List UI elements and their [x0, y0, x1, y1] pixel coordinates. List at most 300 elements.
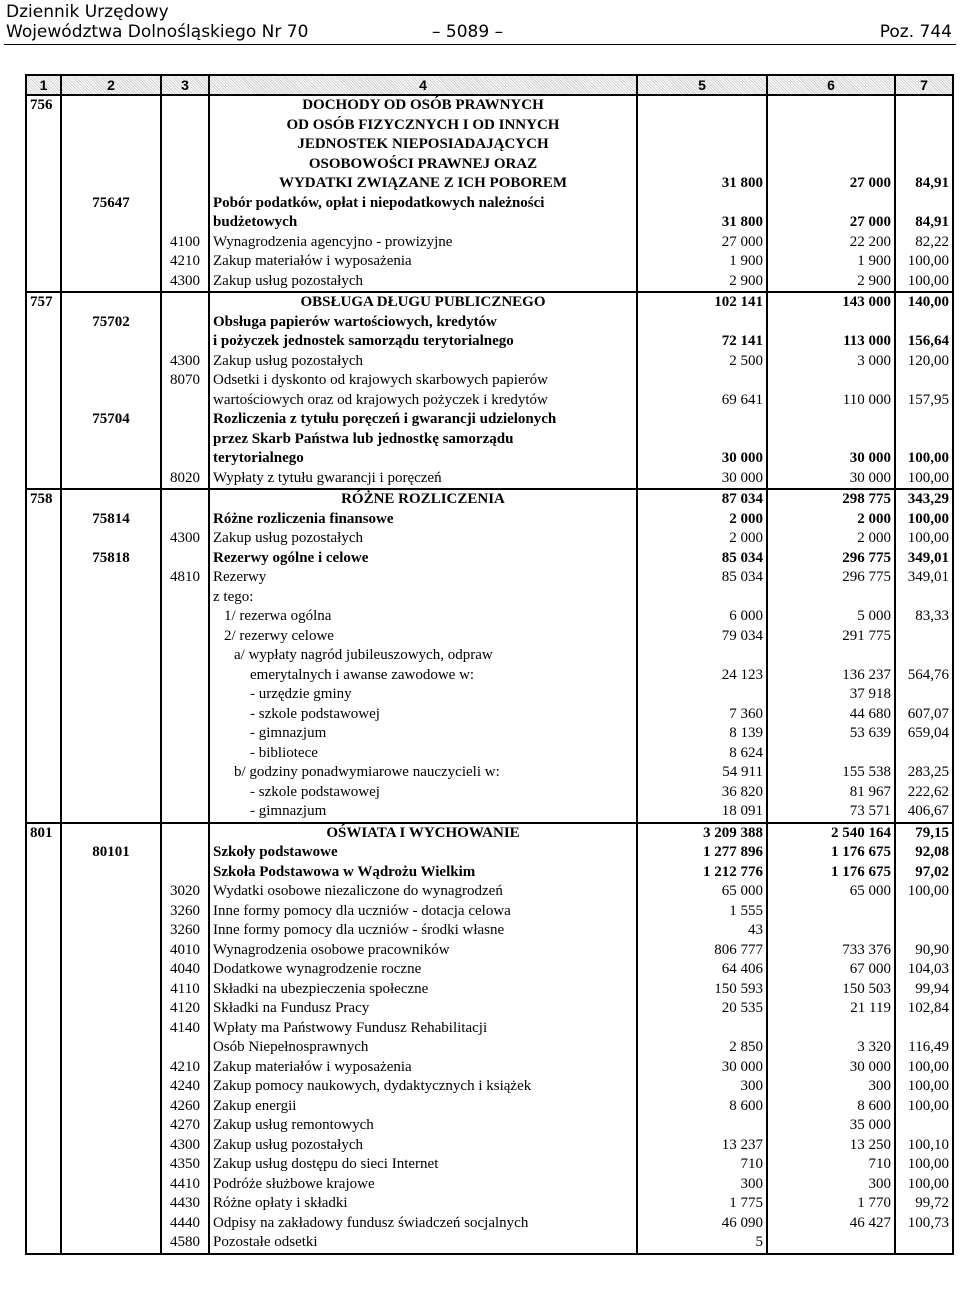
value-percent: [895, 430, 953, 450]
chapter-code: [61, 1038, 161, 1058]
item-name: wartościowych oraz od krajowych pożyczek i kredytów: [209, 391, 637, 411]
chapter-code: [61, 1097, 161, 1117]
section-code: [26, 272, 61, 293]
chapter-code: [61, 174, 161, 194]
column-header: 4: [209, 75, 637, 95]
value-execution: 65 000: [767, 882, 895, 902]
chapter-code: [61, 568, 161, 588]
section-code: [26, 666, 61, 686]
item-name: Dodatkowe wynagrodzenie roczne: [209, 960, 637, 980]
item-name: 1/ rezerwa ogólna: [209, 607, 637, 627]
value-execution: [767, 155, 895, 175]
value-percent: [895, 902, 953, 922]
paragraph-code: [161, 510, 209, 530]
value-percent: 157,95: [895, 391, 953, 411]
value-percent: [895, 135, 953, 155]
paragraph-code: 4120: [161, 999, 209, 1019]
value-percent: 99,94: [895, 980, 953, 1000]
chapter-code: [61, 1155, 161, 1175]
section-code: [26, 549, 61, 569]
value-execution: [767, 902, 895, 922]
item-name: OD OSÓB FIZYCZNYCH I OD INNYCH: [209, 116, 637, 136]
item-name: Różne rozliczenia finansowe: [209, 510, 637, 530]
value-percent: 156,64: [895, 332, 953, 352]
section-code: [26, 588, 61, 608]
paragraph-code: [161, 646, 209, 666]
table-row: [26, 763, 953, 783]
paragraph-code: [161, 843, 209, 863]
paragraph-code: [161, 449, 209, 469]
value-plan: 8 139: [637, 724, 767, 744]
value-plan: 1 555: [637, 902, 767, 922]
value-plan: 72 141: [637, 332, 767, 352]
table-row: [26, 489, 953, 510]
value-percent: 100,00: [895, 882, 953, 902]
chapter-code: [61, 1077, 161, 1097]
value-plan: 27 000: [637, 233, 767, 253]
item-name: Zakup usług remontowych: [209, 1116, 637, 1136]
value-plan: 64 406: [637, 960, 767, 980]
value-percent: 343,29: [895, 489, 953, 510]
value-percent: 100,00: [895, 272, 953, 293]
chapter-code: [61, 529, 161, 549]
value-execution: [767, 430, 895, 450]
item-name: Składki na Fundusz Pracy: [209, 999, 637, 1019]
chapter-code: [61, 1116, 161, 1136]
page-number: – 5089 –: [432, 22, 504, 42]
item-name: WYDATKI ZWIĄZANE Z ICH POBOREM: [209, 174, 637, 194]
value-plan: 2 900: [637, 272, 767, 293]
journal-issue: Województwa Dolnośląskiego Nr 70: [6, 22, 309, 42]
value-plan: 2 000: [637, 529, 767, 549]
value-percent: 607,07: [895, 705, 953, 725]
value-execution: 53 639: [767, 724, 895, 744]
value-plan: 8 624: [637, 744, 767, 764]
paragraph-code: 4210: [161, 252, 209, 272]
paragraph-code: 3020: [161, 882, 209, 902]
value-percent: [895, 155, 953, 175]
value-plan: 31 800: [637, 174, 767, 194]
value-percent: 97,02: [895, 863, 953, 883]
value-percent: 82,22: [895, 233, 953, 253]
item-name: Wydatki osobowe niezaliczone do wynagrodzeń: [209, 882, 637, 902]
chapter-code: [61, 999, 161, 1019]
table-row: [26, 744, 953, 764]
value-plan: [637, 116, 767, 136]
chapter-code: [61, 646, 161, 666]
value-percent: [895, 685, 953, 705]
value-percent: 349,01: [895, 568, 953, 588]
value-percent: [895, 744, 953, 764]
value-plan: 46 090: [637, 1214, 767, 1234]
value-execution: 37 918: [767, 685, 895, 705]
section-code: [26, 332, 61, 352]
paragraph-code: 4300: [161, 352, 209, 372]
value-percent: 140,00: [895, 292, 953, 313]
value-execution: [767, 135, 895, 155]
item-name: Zakup usług pozostałych: [209, 1136, 637, 1156]
value-execution: 291 775: [767, 627, 895, 647]
paragraph-code: [161, 410, 209, 430]
section-code: [26, 783, 61, 803]
value-percent: [895, 588, 953, 608]
value-plan: 102 141: [637, 292, 767, 313]
value-percent: 100,00: [895, 469, 953, 490]
item-name: - gimnazjum: [209, 724, 637, 744]
table-row: [26, 941, 953, 961]
section-code: [26, 1194, 61, 1214]
value-percent: 100,00: [895, 252, 953, 272]
value-plan: 1 212 776: [637, 863, 767, 883]
chapter-code: [61, 783, 161, 803]
chapter-code: [61, 941, 161, 961]
item-name: terytorialnego: [209, 449, 637, 469]
paragraph-code: 4430: [161, 1194, 209, 1214]
chapter-code: 75818: [61, 549, 161, 569]
value-percent: 90,90: [895, 941, 953, 961]
value-percent: [895, 95, 953, 116]
value-percent: 92,08: [895, 843, 953, 863]
item-name: a/ wypłaty nagród jubileuszowych, odpraw: [209, 646, 637, 666]
value-plan: [637, 194, 767, 214]
value-execution: 27 000: [767, 213, 895, 233]
chapter-code: [61, 352, 161, 372]
table-row: [26, 627, 953, 647]
value-percent: 100,00: [895, 1175, 953, 1195]
paragraph-code: [161, 174, 209, 194]
value-percent: 100,73: [895, 1214, 953, 1234]
value-execution: 296 775: [767, 568, 895, 588]
value-percent: [895, 194, 953, 214]
value-execution: 81 967: [767, 783, 895, 803]
value-execution: 300: [767, 1077, 895, 1097]
paragraph-code: [161, 194, 209, 214]
value-execution: [767, 95, 895, 116]
value-plan: 13 237: [637, 1136, 767, 1156]
page-header: [0, 0, 960, 47]
section-code: [26, 352, 61, 372]
table-row: [26, 802, 953, 823]
section-code: [26, 882, 61, 902]
item-name: - gimnazjum: [209, 802, 637, 823]
paragraph-code: 4410: [161, 1175, 209, 1195]
section-code: [26, 1214, 61, 1234]
value-plan: 36 820: [637, 783, 767, 803]
value-execution: 2 900: [767, 272, 895, 293]
chapter-code: [61, 489, 161, 510]
section-code: [26, 941, 61, 961]
table-row: [26, 1019, 953, 1039]
chapter-code: 80101: [61, 843, 161, 863]
chapter-code: [61, 1019, 161, 1039]
section-code: [26, 802, 61, 823]
chapter-code: [61, 921, 161, 941]
chapter-code: [61, 1233, 161, 1254]
table-row: [26, 194, 953, 214]
chapter-code: [61, 1136, 161, 1156]
value-plan: 2 500: [637, 352, 767, 372]
value-percent: 116,49: [895, 1038, 953, 1058]
chapter-code: [61, 430, 161, 450]
chapter-code: [61, 823, 161, 844]
item-name: - urzędzie gminy: [209, 685, 637, 705]
column-header: 7: [895, 75, 953, 95]
table-row: [26, 1136, 953, 1156]
table-row: [26, 155, 953, 175]
paragraph-code: 4210: [161, 1058, 209, 1078]
table-row: [26, 588, 953, 608]
value-execution: 27 000: [767, 174, 895, 194]
value-percent: [895, 371, 953, 391]
value-plan: [637, 313, 767, 333]
item-name: budżetowych: [209, 213, 637, 233]
section-code: [26, 1155, 61, 1175]
chapter-code: [61, 371, 161, 391]
value-plan: 69 641: [637, 391, 767, 411]
value-percent: 100,10: [895, 1136, 953, 1156]
paragraph-code: [161, 155, 209, 175]
section-code: [26, 1038, 61, 1058]
header-divider: [4, 44, 956, 45]
table-row: [26, 1038, 953, 1058]
table-row: [26, 233, 953, 253]
paragraph-code: 4580: [161, 1233, 209, 1254]
item-name: Odsetki i dyskonto od krajowych skarbowych papierów: [209, 371, 637, 391]
paragraph-code: [161, 783, 209, 803]
chapter-code: [61, 763, 161, 783]
item-name: z tego:: [209, 588, 637, 608]
column-header: 2: [61, 75, 161, 95]
table-row: [26, 843, 953, 863]
section-code: [26, 999, 61, 1019]
table-row: [26, 272, 953, 293]
chapter-code: [61, 882, 161, 902]
item-name: Obsługa papierów wartościowych, kredytów: [209, 313, 637, 333]
paragraph-code: [161, 1038, 209, 1058]
value-execution: 5 000: [767, 607, 895, 627]
chapter-code: 75814: [61, 510, 161, 530]
item-name: OBSŁUGA DŁUGU PUBLICZNEGO: [209, 292, 637, 313]
value-percent: 79,15: [895, 823, 953, 844]
value-percent: [895, 646, 953, 666]
table-row: [26, 430, 953, 450]
value-execution: 35 000: [767, 1116, 895, 1136]
value-execution: 8 600: [767, 1097, 895, 1117]
item-name: i pożyczek jednostek samorządu terytorialnego: [209, 332, 637, 352]
section-code: [26, 213, 61, 233]
section-code: [26, 469, 61, 490]
chapter-code: [61, 666, 161, 686]
table-row: [26, 1155, 953, 1175]
value-execution: 21 119: [767, 999, 895, 1019]
value-plan: 3 209 388: [637, 823, 767, 844]
value-execution: 73 571: [767, 802, 895, 823]
value-plan: 8 600: [637, 1097, 767, 1117]
table-row: [26, 410, 953, 430]
value-execution: [767, 744, 895, 764]
chapter-code: [61, 95, 161, 116]
value-percent: 222,62: [895, 783, 953, 803]
section-code: [26, 155, 61, 175]
table-row: [26, 1058, 953, 1078]
section-code: [26, 174, 61, 194]
section-code: [26, 391, 61, 411]
chapter-code: [61, 391, 161, 411]
value-plan: 30 000: [637, 469, 767, 490]
value-execution: [767, 1019, 895, 1039]
value-percent: 99,72: [895, 1194, 953, 1214]
table-row: [26, 980, 953, 1000]
value-percent: 83,33: [895, 607, 953, 627]
value-execution: 13 250: [767, 1136, 895, 1156]
section-code: [26, 449, 61, 469]
paragraph-code: 4300: [161, 1136, 209, 1156]
item-name: - szkole podstawowej: [209, 705, 637, 725]
paragraph-code: [161, 116, 209, 136]
column-header: 6: [767, 75, 895, 95]
chapter-code: [61, 607, 161, 627]
chapter-code: [61, 135, 161, 155]
item-name: JEDNOSTEK NIEPOSIADAJĄCYCH: [209, 135, 637, 155]
value-execution: 3 000: [767, 352, 895, 372]
chapter-code: [61, 1214, 161, 1234]
value-percent: 100,00: [895, 1155, 953, 1175]
value-percent: [895, 1019, 953, 1039]
value-percent: [895, 921, 953, 941]
value-plan: 20 535: [637, 999, 767, 1019]
table-row: [26, 449, 953, 469]
column-header: 1: [26, 75, 61, 95]
chapter-code: [61, 292, 161, 313]
section-code: [26, 685, 61, 705]
value-plan: 150 593: [637, 980, 767, 1000]
chapter-code: [61, 685, 161, 705]
item-name: DOCHODY OD OSÓB PRAWNYCH: [209, 95, 637, 116]
value-execution: [767, 410, 895, 430]
section-code: [26, 194, 61, 214]
item-name: Zakup usług pozostałych: [209, 529, 637, 549]
value-execution: 155 538: [767, 763, 895, 783]
section-code: [26, 724, 61, 744]
table-row: [26, 332, 953, 352]
value-execution: [767, 116, 895, 136]
paragraph-code: 4260: [161, 1097, 209, 1117]
item-name: Pobór podatków, opłat i niepodatkowych należności: [209, 194, 637, 214]
item-name: Rozliczenia z tytułu poręczeń i gwarancji udzielonych: [209, 410, 637, 430]
value-plan: 300: [637, 1077, 767, 1097]
table-row: [26, 213, 953, 233]
paragraph-code: [161, 332, 209, 352]
table-row: [26, 529, 953, 549]
section-code: [26, 705, 61, 725]
value-percent: 564,76: [895, 666, 953, 686]
value-plan: 87 034: [637, 489, 767, 510]
table-row: [26, 116, 953, 136]
value-plan: [637, 1116, 767, 1136]
item-name: - szkole podstawowej: [209, 783, 637, 803]
chapter-code: [61, 902, 161, 922]
table-row: [26, 607, 953, 627]
section-code: [26, 1136, 61, 1156]
section-code: [26, 1233, 61, 1254]
section-code: [26, 1175, 61, 1195]
value-plan: 710: [637, 1155, 767, 1175]
paragraph-code: [161, 549, 209, 569]
value-execution: 143 000: [767, 292, 895, 313]
item-name: Wypłaty z tytułu gwarancji i poręczeń: [209, 469, 637, 490]
paragraph-code: 4810: [161, 568, 209, 588]
table-row: [26, 469, 953, 490]
paragraph-code: 4140: [161, 1019, 209, 1039]
section-code: [26, 410, 61, 430]
item-name: b/ godziny ponadwymiarowe nauczycieli w:: [209, 763, 637, 783]
paragraph-code: [161, 292, 209, 313]
item-name: Osób Niepełnosprawnych: [209, 1038, 637, 1058]
value-execution: [767, 1233, 895, 1254]
value-execution: 67 000: [767, 960, 895, 980]
section-code: [26, 313, 61, 333]
table-row: [26, 902, 953, 922]
column-number-row: [26, 75, 953, 95]
table-row: [26, 863, 953, 883]
item-name: przez Skarb Państwa lub jednostkę samorządu: [209, 430, 637, 450]
chapter-code: [61, 1058, 161, 1078]
value-percent: 100,00: [895, 1097, 953, 1117]
value-percent: 102,84: [895, 999, 953, 1019]
item-name: Szkoła Podstawowa w Wądrożu Wielkim: [209, 863, 637, 883]
chapter-code: 75702: [61, 313, 161, 333]
paragraph-code: [161, 213, 209, 233]
value-plan: [637, 430, 767, 450]
value-plan: 1 900: [637, 252, 767, 272]
table-row: [26, 510, 953, 530]
paragraph-code: 8070: [161, 371, 209, 391]
value-execution: 1 176 675: [767, 863, 895, 883]
paragraph-code: [161, 763, 209, 783]
item-name: OSOBOWOŚCI PRAWNEJ ORAZ: [209, 155, 637, 175]
table-row: [26, 882, 953, 902]
table-row: [26, 1097, 953, 1117]
item-name: Podróże służbowe krajowe: [209, 1175, 637, 1195]
paragraph-code: [161, 685, 209, 705]
table-row: [26, 1233, 953, 1254]
paragraph-code: [161, 802, 209, 823]
value-plan: 31 800: [637, 213, 767, 233]
section-code: [26, 744, 61, 764]
item-name: - bibliotece: [209, 744, 637, 764]
item-name: OŚWIATA I WYCHOWANIE: [209, 823, 637, 844]
paragraph-code: [161, 666, 209, 686]
item-name: emerytalnych i awanse zawodowe w:: [209, 666, 637, 686]
item-name: Zakup pomocy naukowych, dydaktycznych i książek: [209, 1077, 637, 1097]
paragraph-code: [161, 135, 209, 155]
section-code: [26, 646, 61, 666]
value-plan: 1 277 896: [637, 843, 767, 863]
value-plan: 30 000: [637, 1058, 767, 1078]
section-code: [26, 1077, 61, 1097]
section-code: [26, 252, 61, 272]
value-execution: 44 680: [767, 705, 895, 725]
paragraph-code: [161, 724, 209, 744]
chapter-code: [61, 155, 161, 175]
section-code: [26, 843, 61, 863]
table-row: [26, 685, 953, 705]
value-plan: 85 034: [637, 549, 767, 569]
table-row: [26, 391, 953, 411]
paragraph-code: 4040: [161, 960, 209, 980]
table-row: [26, 313, 953, 333]
chapter-code: [61, 116, 161, 136]
